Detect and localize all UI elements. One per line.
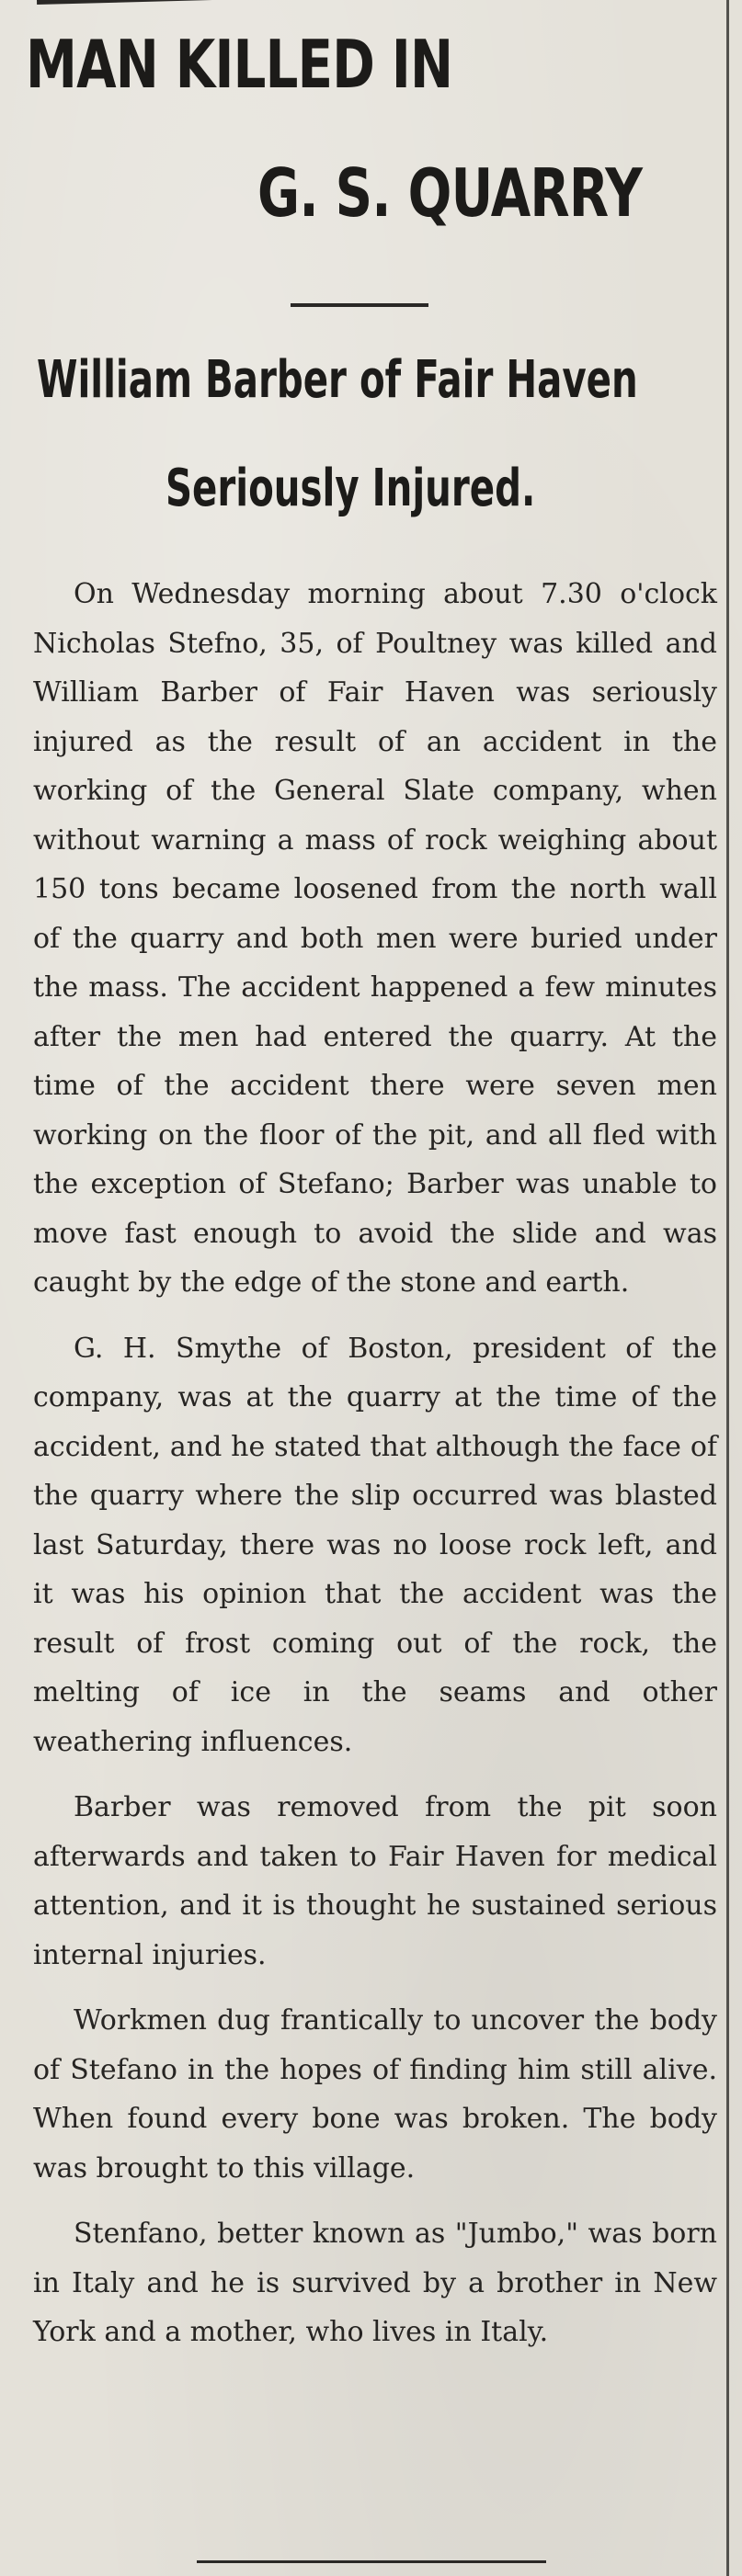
headline-divider bbox=[291, 303, 428, 307]
paragraph-5: Stenfano, better known as "Jumbo," was born in Italy and he is survived by a brother in New York and a mother, who lives in Italy. bbox=[33, 2218, 717, 2348]
column-rule bbox=[726, 0, 729, 2576]
paragraph-4: Workmen dug frantically to uncover the body of Stefano in the hopes of finding him still alive. When found every bone was broken. The body was brought to this village. bbox=[33, 2004, 717, 2184]
paragraph-2: G. H. Smythe of Boston, president of the company, was at the quarry at the time of the accident, and he stated that although the face of the quarry where the slip occurred was blasted last Saturday, there was no loose rock left, and it was his opinion that the accident was the result of frost coming out of the rock, the melting of ice in the seams and other weathering influences. bbox=[33, 1332, 717, 1758]
subheadline-line-2: Seriously Injured. bbox=[166, 459, 536, 518]
headline-line-2: G. S. QUARRY bbox=[257, 154, 643, 232]
paragraph-3: Barber was removed from the pit soon afterwards and taken to Fair Haven for medical attention, and it is thought he sustained serious internal injuries. bbox=[33, 1791, 717, 1971]
bottom-rule bbox=[197, 2560, 546, 2563]
headline-line-1: MAN KILLED IN bbox=[26, 26, 453, 103]
paragraph-1: On Wednesday morning about 7.30 o'clock Nicholas Stefno, 35, of Poultney was killed and William Barber of Fair Haven was seriously injured as the result of an accident in the working of the General Slate company, when without warning a mass of rock weighing about 150 tons became loosened from the north wall of the quarry and both men were buried under the mass. The accident happened a few minutes after the men had entered the quarry. At the time of the accident there were seven men working on the floor of the pit, and all fled with the exception of Stefano; Barber was unable to move fast enough to avoid the slide and was caught by the edge of the stone and earth. bbox=[33, 578, 717, 1299]
subheadline-line-1: William Barber of Fair Haven bbox=[37, 350, 638, 410]
top-rule bbox=[37, 0, 368, 5]
article-body bbox=[33, 570, 717, 2357]
